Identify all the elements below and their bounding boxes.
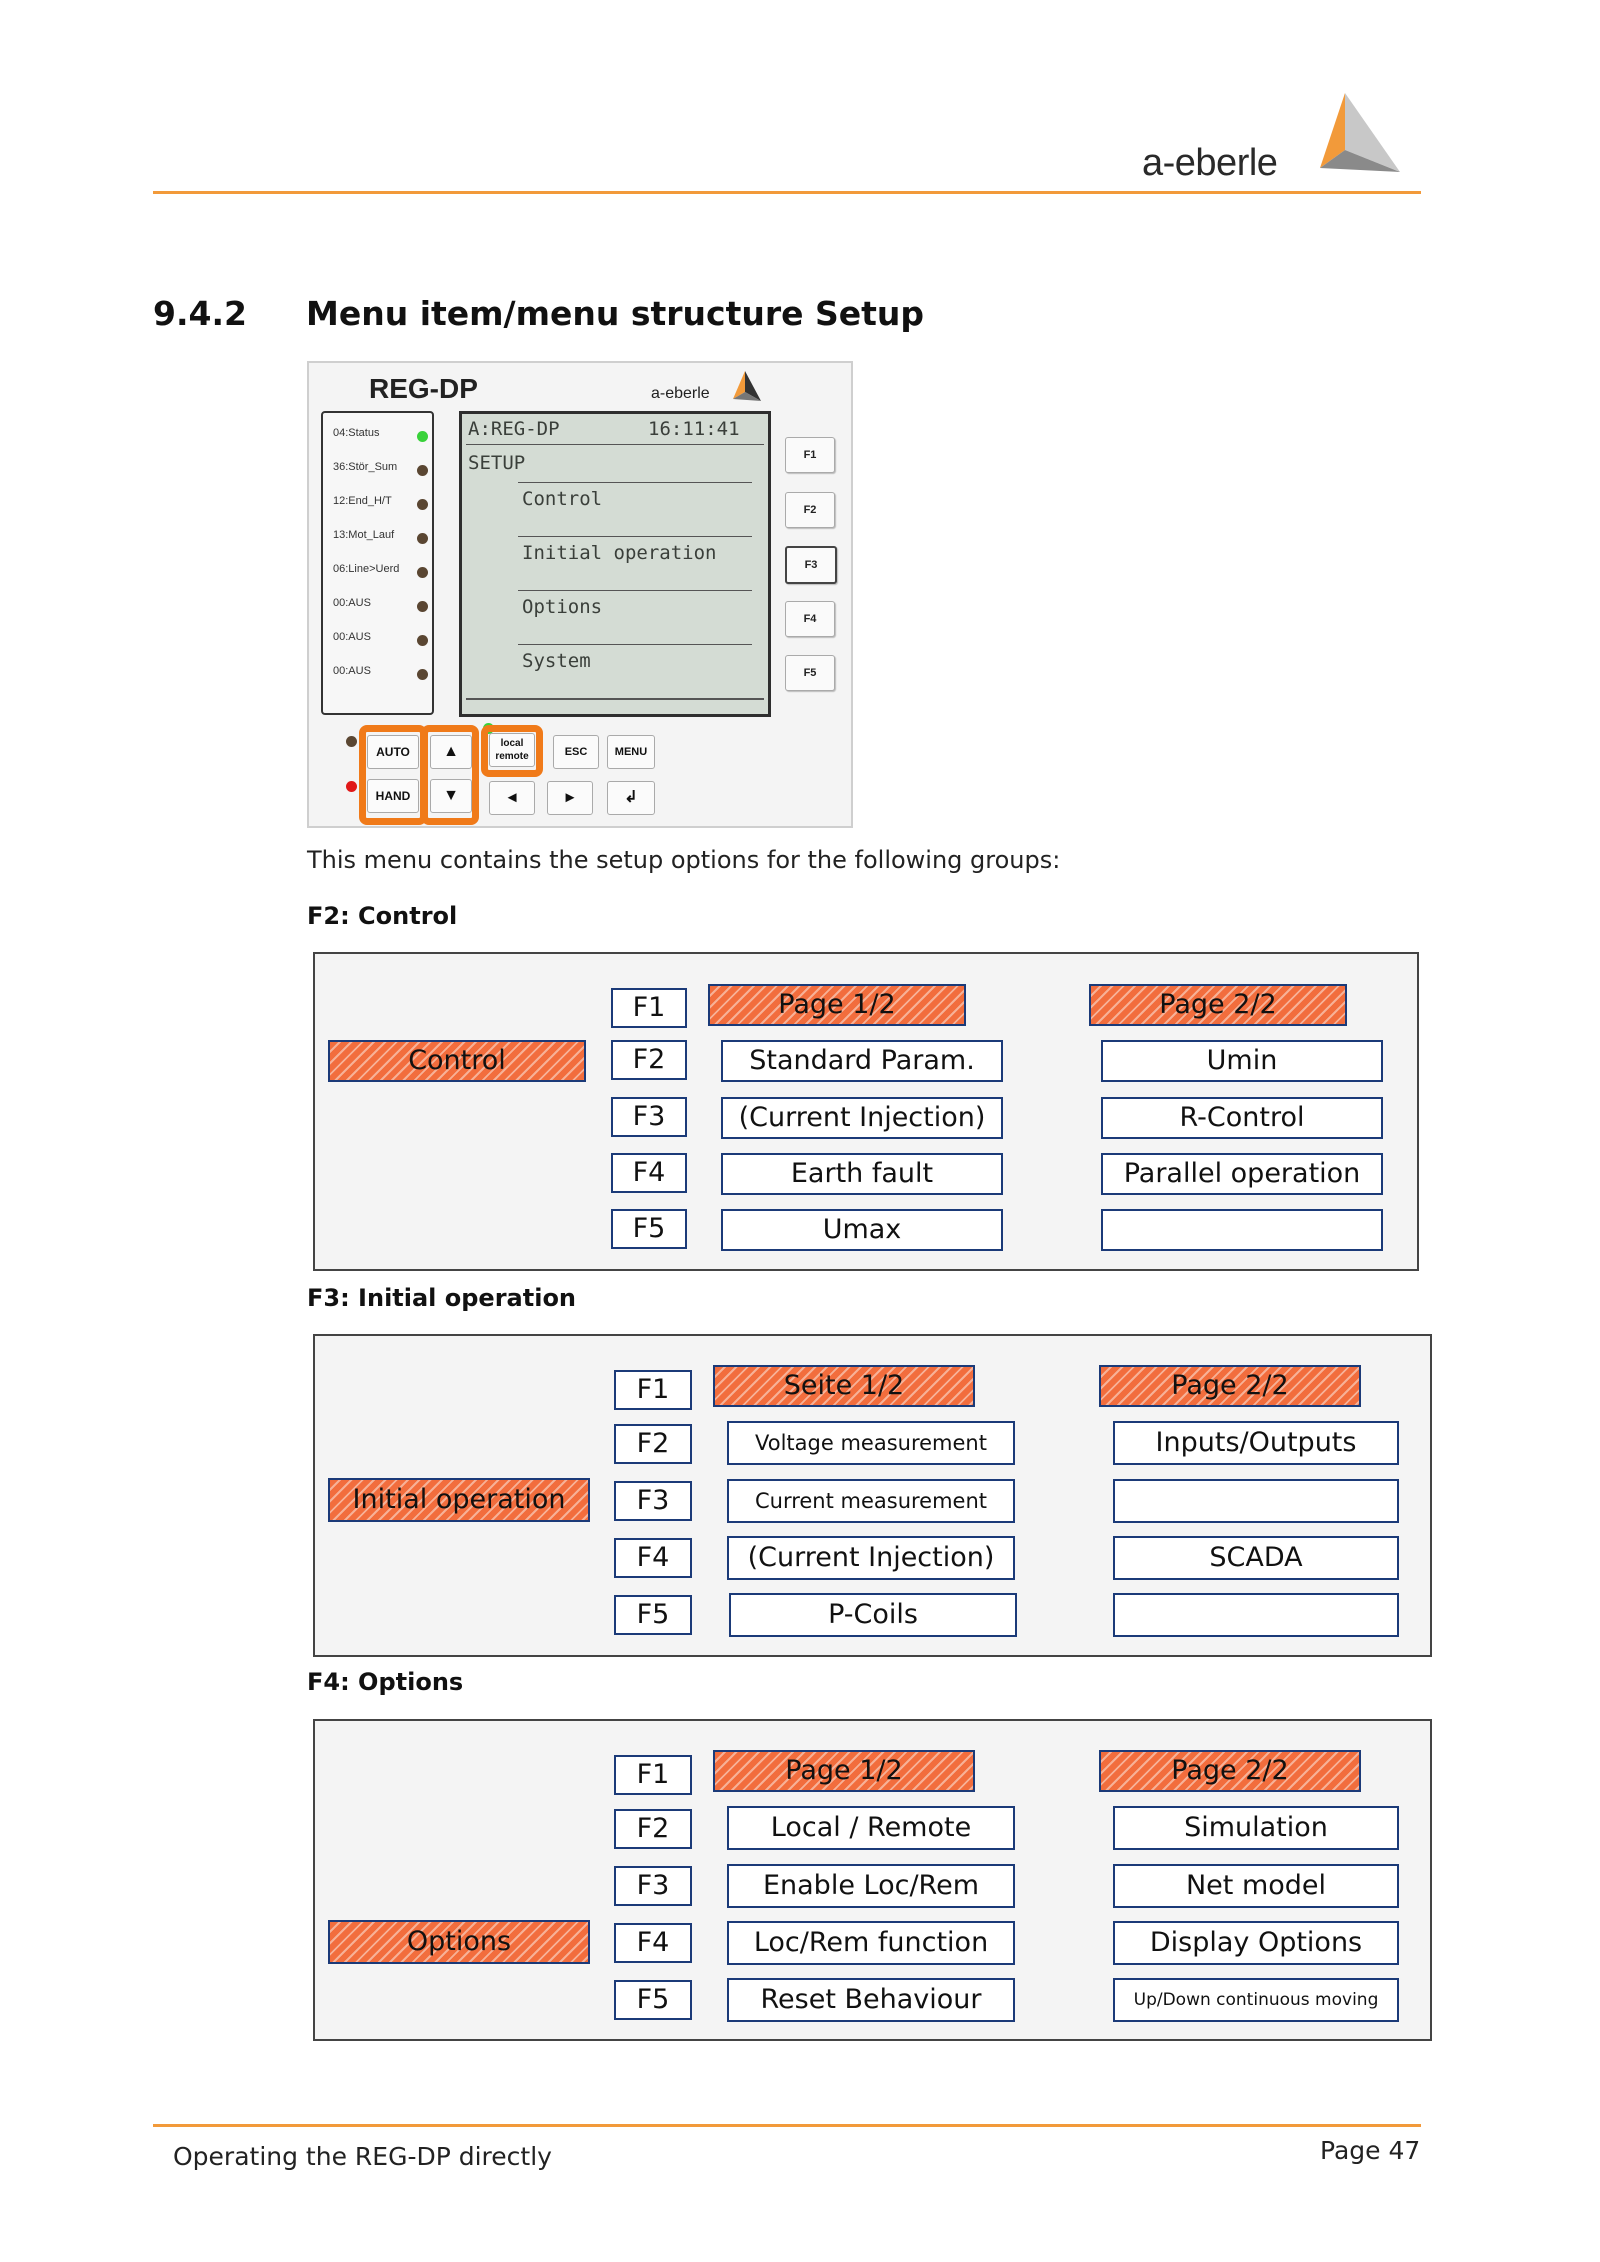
page1-title: Page 1/2 bbox=[713, 1750, 975, 1792]
lcd-display bbox=[459, 411, 771, 717]
diagram-options bbox=[313, 1719, 1432, 2041]
lcd-device-name: A:REG-DP bbox=[468, 418, 560, 440]
group-name-initial-operation: Initial operation bbox=[328, 1478, 590, 1522]
down-arrow-button[interactable]: ▼ bbox=[430, 779, 472, 813]
auto-button[interactable]: AUTO bbox=[367, 735, 419, 769]
group-name-options: Options bbox=[328, 1920, 590, 1964]
menu-item: Reset Behaviour bbox=[727, 1978, 1015, 2022]
led-stor-sum bbox=[333, 461, 428, 481]
lcd-separator bbox=[518, 536, 752, 537]
led-indicator bbox=[417, 465, 428, 476]
brand-logo-text: a-eberle bbox=[1142, 142, 1278, 184]
led-indicator bbox=[417, 635, 428, 646]
menu-item: Earth fault bbox=[721, 1153, 1003, 1195]
hand-led bbox=[346, 781, 357, 792]
led-status bbox=[333, 427, 428, 447]
page2-title: Page 2/2 bbox=[1099, 1365, 1361, 1407]
menu-item: Local / Remote bbox=[727, 1806, 1015, 1850]
led-label: 12:End_H/T bbox=[333, 495, 392, 507]
header-rule bbox=[153, 191, 1421, 194]
lcd-divider bbox=[466, 698, 764, 700]
fkey-label-f2: F2 bbox=[614, 1424, 692, 1464]
lcd-item-options: Options bbox=[522, 596, 603, 618]
group-name-control: Control bbox=[328, 1040, 586, 1082]
led-panel bbox=[321, 411, 434, 715]
page-number: Page 47 bbox=[1320, 2136, 1421, 2165]
led-indicator bbox=[417, 533, 428, 544]
remote-label: remote bbox=[495, 751, 529, 762]
hand-button[interactable]: HAND bbox=[367, 779, 419, 813]
section-title: Menu item/menu structure Setup bbox=[306, 294, 925, 333]
group-label-options: F4: Options bbox=[307, 1668, 464, 1696]
diagram-initial-operation bbox=[313, 1334, 1432, 1657]
menu-item: Simulation bbox=[1113, 1806, 1399, 1850]
menu-item bbox=[1113, 1593, 1399, 1637]
diagram-control bbox=[313, 952, 1419, 1271]
fkey-label-f3: F3 bbox=[611, 1097, 687, 1137]
led-label: 00:AUS bbox=[333, 597, 371, 609]
led-label: 13:Mot_Lauf bbox=[333, 529, 395, 541]
group-label-control: F2: Control bbox=[307, 902, 458, 930]
menu-item: SCADA bbox=[1113, 1536, 1399, 1580]
led-aus-1 bbox=[333, 597, 428, 617]
menu-item: Current measurement bbox=[727, 1479, 1015, 1523]
menu-item: Loc/Rem function bbox=[727, 1921, 1015, 1965]
led-indicator bbox=[417, 499, 428, 510]
led-label: 06:Line>Uerd bbox=[333, 563, 400, 575]
menu-item: Inputs/Outputs bbox=[1113, 1421, 1399, 1465]
lcd-item-initial-operation: Initial operation bbox=[522, 542, 717, 564]
led-line bbox=[333, 563, 428, 583]
page1-title: Seite 1/2 bbox=[713, 1365, 975, 1407]
group-label-initial-operation: F3: Initial operation bbox=[307, 1284, 577, 1312]
device-panel-image bbox=[307, 361, 853, 828]
intro-text: This menu contains the setup options for the following groups: bbox=[307, 846, 1061, 874]
fkey-label-f5: F5 bbox=[614, 1980, 692, 2020]
led-label: 00:AUS bbox=[333, 665, 371, 677]
led-indicator bbox=[417, 669, 428, 680]
page1-title: Page 1/2 bbox=[708, 984, 966, 1026]
fkey-label-f4: F4 bbox=[614, 1538, 692, 1578]
footer-chapter: Operating the REG-DP directly bbox=[173, 2142, 552, 2171]
local-remote-button[interactable] bbox=[489, 733, 535, 767]
lcd-separator bbox=[518, 482, 752, 483]
led-indicator bbox=[417, 431, 428, 442]
device-f1-key[interactable]: F1 bbox=[785, 437, 835, 473]
fkey-label-f2: F2 bbox=[614, 1809, 692, 1849]
lcd-separator bbox=[518, 590, 752, 591]
menu-item bbox=[1101, 1209, 1383, 1251]
menu-item: R-Control bbox=[1101, 1097, 1383, 1139]
led-indicator bbox=[417, 601, 428, 612]
device-title: REG-DP bbox=[369, 373, 478, 404]
menu-item: P-Coils bbox=[729, 1593, 1017, 1637]
fkey-label-f1: F1 bbox=[614, 1755, 692, 1795]
led-aus-2 bbox=[333, 631, 428, 651]
local-label: local bbox=[500, 738, 524, 749]
led-label: 00:AUS bbox=[333, 631, 371, 643]
right-arrow-button[interactable]: ► bbox=[547, 781, 593, 815]
led-indicator bbox=[417, 567, 428, 578]
fkey-label-f1: F1 bbox=[611, 988, 687, 1028]
fkey-label-f5: F5 bbox=[611, 1209, 687, 1249]
led-aus-3 bbox=[333, 665, 428, 685]
device-f2-key[interactable]: F2 bbox=[785, 492, 835, 528]
page2-title: Page 2/2 bbox=[1099, 1750, 1361, 1792]
fkey-label-f3: F3 bbox=[614, 1866, 692, 1906]
device-f3-key[interactable]: F3 bbox=[785, 546, 837, 584]
auto-led bbox=[346, 736, 357, 747]
led-label: 04:Status bbox=[333, 427, 380, 439]
menu-item: Enable Loc/Rem bbox=[727, 1864, 1015, 1908]
lcd-time: 16:11:41 bbox=[648, 418, 740, 440]
led-label: 36:Stör_Sum bbox=[333, 461, 398, 473]
fkey-label-f1: F1 bbox=[614, 1370, 692, 1410]
section-number: 9.4.2 bbox=[153, 294, 247, 333]
esc-button[interactable]: ESC bbox=[553, 735, 599, 769]
device-f5-key[interactable]: F5 bbox=[785, 655, 835, 691]
left-arrow-button[interactable]: ◄ bbox=[489, 781, 535, 815]
fkey-label-f3: F3 bbox=[614, 1481, 692, 1521]
led-end bbox=[333, 495, 428, 515]
device-f4-key[interactable]: F4 bbox=[785, 601, 835, 637]
menu-item: Standard Param. bbox=[721, 1040, 1003, 1082]
menu-item: Umin bbox=[1101, 1040, 1383, 1082]
menu-item: (Current Injection) bbox=[727, 1536, 1015, 1580]
enter-button[interactable]: ↲ bbox=[607, 781, 655, 815]
fkey-label-f5: F5 bbox=[614, 1595, 692, 1635]
lcd-item-system: System bbox=[522, 650, 591, 672]
menu-item: Parallel operation bbox=[1101, 1153, 1383, 1195]
fkey-label-f4: F4 bbox=[611, 1153, 687, 1193]
up-arrow-button[interactable]: ▲ bbox=[430, 735, 472, 769]
lcd-item-control: Control bbox=[522, 488, 603, 510]
menu-item: Umax bbox=[721, 1209, 1003, 1251]
fkey-label-f4: F4 bbox=[614, 1923, 692, 1963]
menu-button[interactable]: MENU bbox=[607, 735, 655, 769]
menu-item: (Current Injection) bbox=[721, 1097, 1003, 1139]
brand-logo-icon bbox=[1300, 88, 1410, 178]
device-brand: a-eberle bbox=[651, 385, 710, 402]
footer-rule bbox=[153, 2124, 1421, 2127]
menu-item: Voltage measurement bbox=[727, 1421, 1015, 1465]
fkey-label-f2: F2 bbox=[611, 1040, 687, 1080]
lcd-separator bbox=[518, 644, 752, 645]
menu-item: Net model bbox=[1113, 1864, 1399, 1908]
menu-item: Display Options bbox=[1113, 1921, 1399, 1965]
page2-title: Page 2/2 bbox=[1089, 984, 1347, 1026]
device-brand-icon bbox=[727, 369, 763, 403]
lcd-divider bbox=[466, 444, 764, 445]
menu-item bbox=[1113, 1479, 1399, 1523]
led-mot-lauf bbox=[333, 529, 428, 549]
lcd-heading: SETUP bbox=[468, 452, 526, 474]
menu-item: Up/Down continuous moving bbox=[1113, 1978, 1399, 2022]
